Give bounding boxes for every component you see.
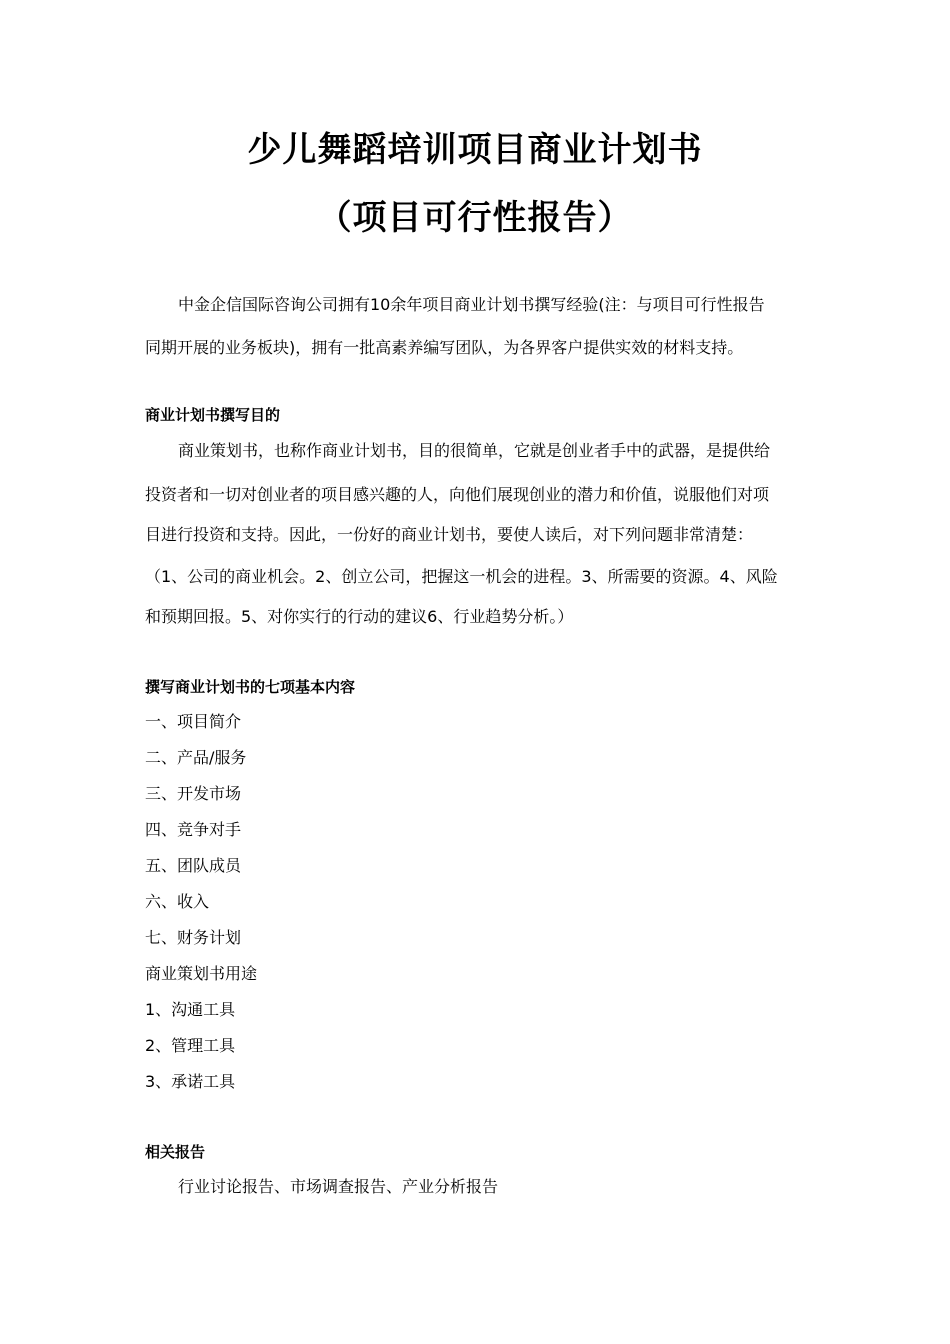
- list-item: 六、收入: [145, 892, 210, 911]
- paragraph-line: 商业策划书，也称作商业计划书，目的很简单，它就是创业者手中的武器，是提供给: [178, 441, 771, 460]
- document-subtitle: （项目可行性报告）: [317, 198, 633, 238]
- section-heading-purpose: 商业计划书撰写目的: [145, 406, 281, 424]
- section-heading-uses: 商业策划书用途: [145, 964, 258, 983]
- list-item: 一、项目简介: [145, 712, 242, 731]
- list-item: 3、承诺工具: [145, 1072, 236, 1091]
- list-item: 七、财务计划: [145, 928, 242, 947]
- list-item: 1、沟通工具: [145, 1000, 236, 1019]
- document-title: 少儿舞蹈培训项目商业计划书: [247, 130, 703, 170]
- intro-line: 同期开展的业务板块)，拥有一批高素养编写团队，为各界客户提供实效的材料支持。: [145, 338, 744, 357]
- paragraph-line: （1、公司的商业机会。2、创立公司，把握这一机会的进程。3、所需要的资源。4、风险: [145, 567, 778, 586]
- list-item: 五、团队成员: [145, 856, 242, 875]
- related-reports-text: 行业讨论报告、市场调查报告、产业分析报告: [178, 1177, 499, 1196]
- list-item: 2、管理工具: [145, 1036, 236, 1055]
- intro-line: 中金企信国际咨询公司拥有10余年项目商业计划书撰写经验(注：与项目可行性报告: [178, 295, 765, 314]
- list-item: 二、产品/服务: [145, 748, 247, 767]
- paragraph-line: 和预期回报。5、对你实行的行动的建议6、行业趋势分析。）: [145, 607, 574, 626]
- paragraph-line: 目进行投资和支持。因此，一份好的商业计划书，要使人读后，对下列问题非常清楚：: [145, 525, 754, 544]
- list-item: 三、开发市场: [145, 784, 242, 803]
- paragraph-line: 投资者和一切对创业者的项目感兴趣的人，向他们展现创业的潜力和价值，说服他们对项: [145, 485, 770, 504]
- list-item: 四、竞争对手: [145, 820, 242, 839]
- section-heading-contents: 撰写商业计划书的七项基本内容: [145, 678, 356, 696]
- section-heading-related: 相关报告: [145, 1143, 206, 1161]
